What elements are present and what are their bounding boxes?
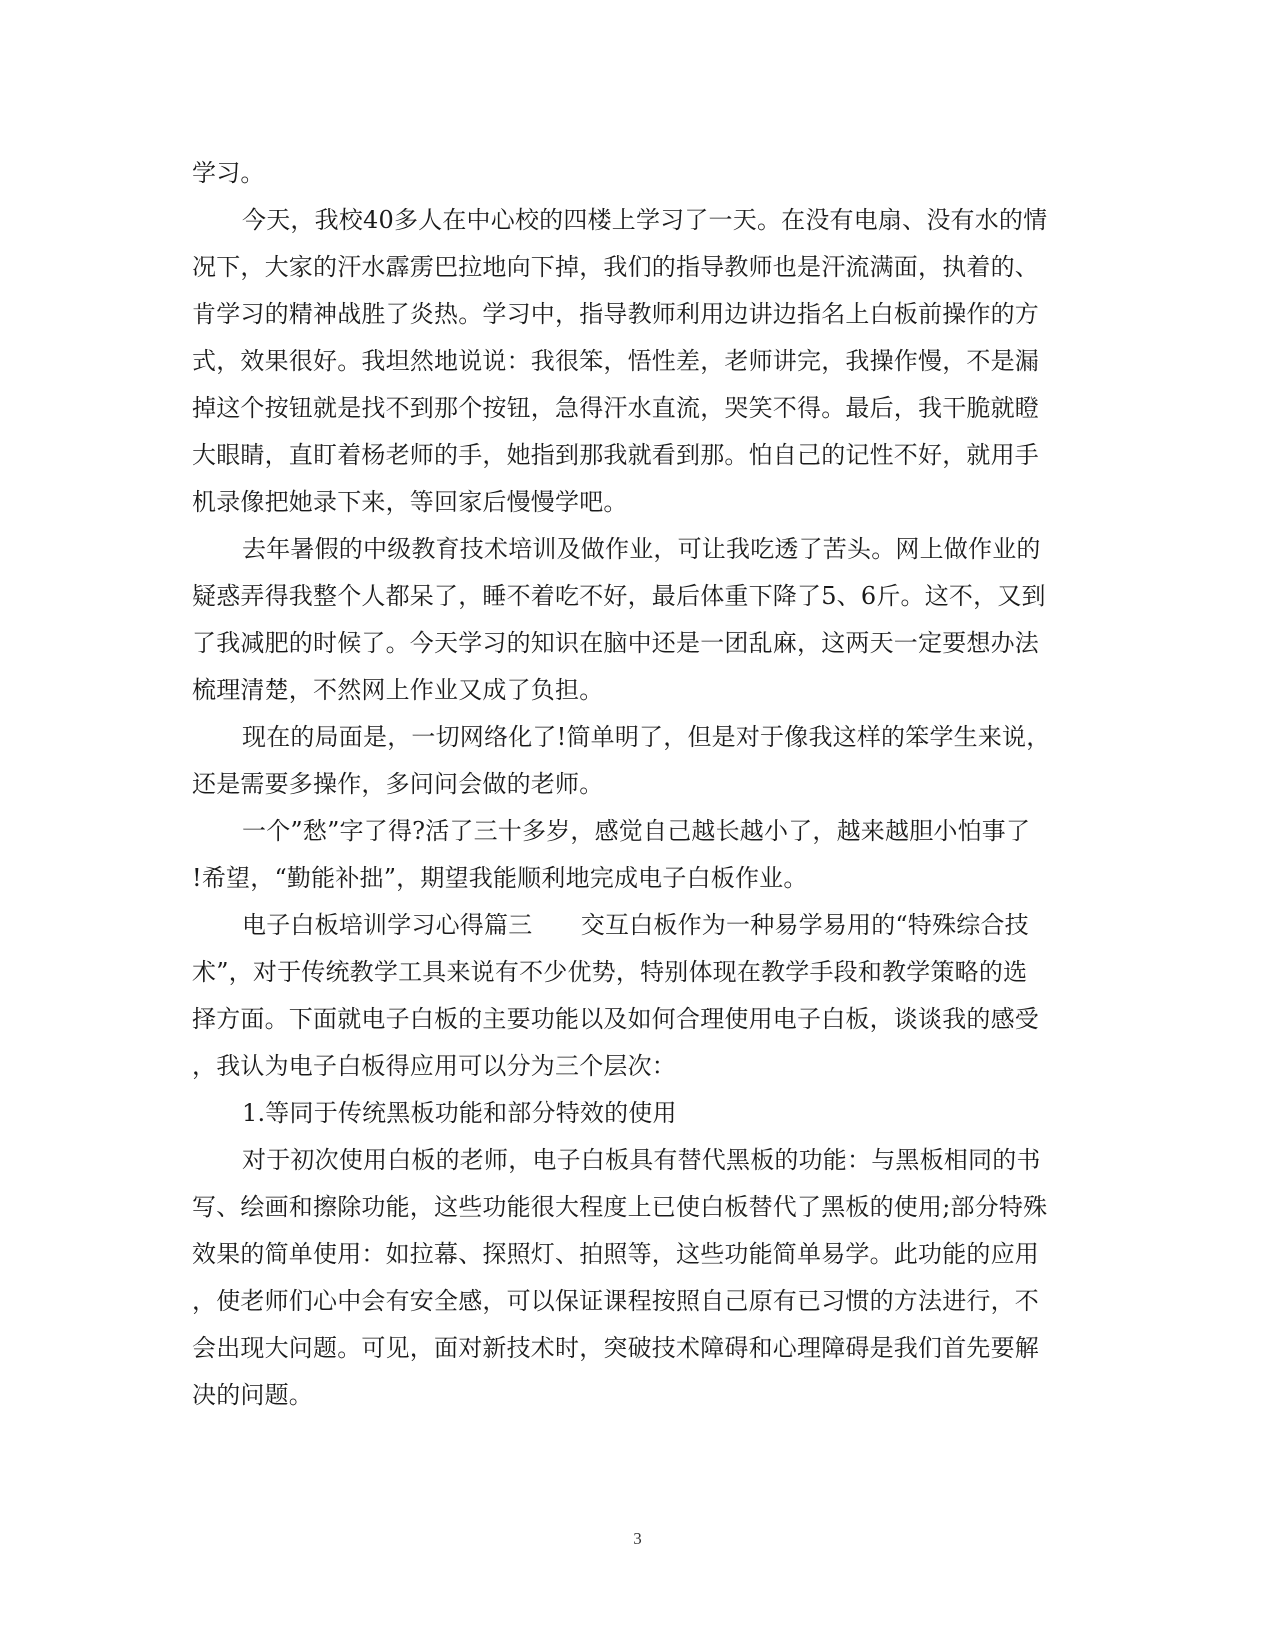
text-line: 肯学习的精神战胜了炎热。学习中，指导教师利用边讲边指名上白板前操作的方 xyxy=(192,300,1039,328)
text-line: 去年暑假的中级教育技术培训及做作业，可让我吃透了苦头。网上做作业的 xyxy=(242,535,1041,563)
text-line: !希望，“勤能补拙”，期望我能顺利地完成电子白板作业。 xyxy=(192,864,808,892)
text-line: 现在的局面是，一切网络化了!简单明了，但是对于像我这样的笨学生来说， xyxy=(242,723,1051,751)
text-line: 掉这个按钮就是找不到那个按钮，急得汗水直流，哭笑不得。最后，我干脆就瞪 xyxy=(192,394,1039,422)
text-line: 机录像把她录下来，等回家后慢慢学吧。 xyxy=(192,488,628,516)
text-line: 一个”愁”字了得?活了三十多岁，感觉自己越长越小了，越来越胆小怕事了 xyxy=(242,817,1031,845)
text-line: 效果的简单使用：如拉幕、探照灯、拍照等，这些功能简单易学。此功能的应用 xyxy=(192,1240,1039,1268)
text-line: 对于初次使用白板的老师，电子白板具有替代黑板的功能：与黑板相同的书 xyxy=(242,1146,1041,1174)
text-line: 疑惑弄得我整个人都呆了，睡不着吃不好，最后体重下降了5、6斤。这不，又到 xyxy=(192,582,1046,610)
text-line: 式，效果很好。我坦然地说说：我很笨，悟性差，老师讲完，我操作慢，不是漏 xyxy=(192,347,1039,375)
list-item-heading: 1.等同于传统黑板功能和部分特效的使用 xyxy=(242,1099,677,1127)
text-line: 况下，大家的汗水霹雳巴拉地向下掉，我们的指导教师也是汗流满面，执着的、 xyxy=(192,253,1039,281)
text-line: 择方面。下面就电子白板的主要功能以及如何合理使用电子白板，谈谈我的感受 xyxy=(192,1005,1039,1033)
text-line: 今天，我校40多人在中心校的四楼上学习了一天。在没有电扇、没有水的情 xyxy=(242,206,1048,234)
text-line: 决的问题。 xyxy=(192,1381,313,1409)
text-line: 梳理清楚，不然网上作业又成了负担。 xyxy=(192,676,604,704)
text-line: 写、绘画和擦除功能，这些功能很大程度上已使白板替代了黑板的使用;部分特殊 xyxy=(192,1193,1048,1221)
page-number: 3 xyxy=(633,1529,642,1548)
text-line: 学习。 xyxy=(192,159,265,187)
text-line: 术”，对于传统教学工具来说有不少优势，特别体现在教学手段和教学策略的选 xyxy=(192,958,1028,986)
text-line: 了我减肥的时候了。今天学习的知识在脑中还是一团乱麻，这两天一定要想办法 xyxy=(192,629,1039,657)
text-line: 会出现大问题。可见，面对新技术时，突破技术障碍和心理障碍是我们首先要解 xyxy=(192,1334,1039,1362)
text-line: ，我认为电子白板得应用可以分为三个层次： xyxy=(192,1052,676,1080)
text-line: 大眼睛，直盯着杨老师的手，她指到那我就看到那。怕自己的记性不好，就用手 xyxy=(192,441,1039,469)
text-line: ，使老师们心中会有安全感，可以保证课程按照自己原有已习惯的方法进行，不 xyxy=(192,1287,1039,1315)
text-line: 电子白板培训学习心得篇三 交互白板作为一种易学易用的“特殊综合技 xyxy=(242,911,1029,939)
text-line: 还是需要多操作，多问问会做的老师。 xyxy=(192,770,604,798)
